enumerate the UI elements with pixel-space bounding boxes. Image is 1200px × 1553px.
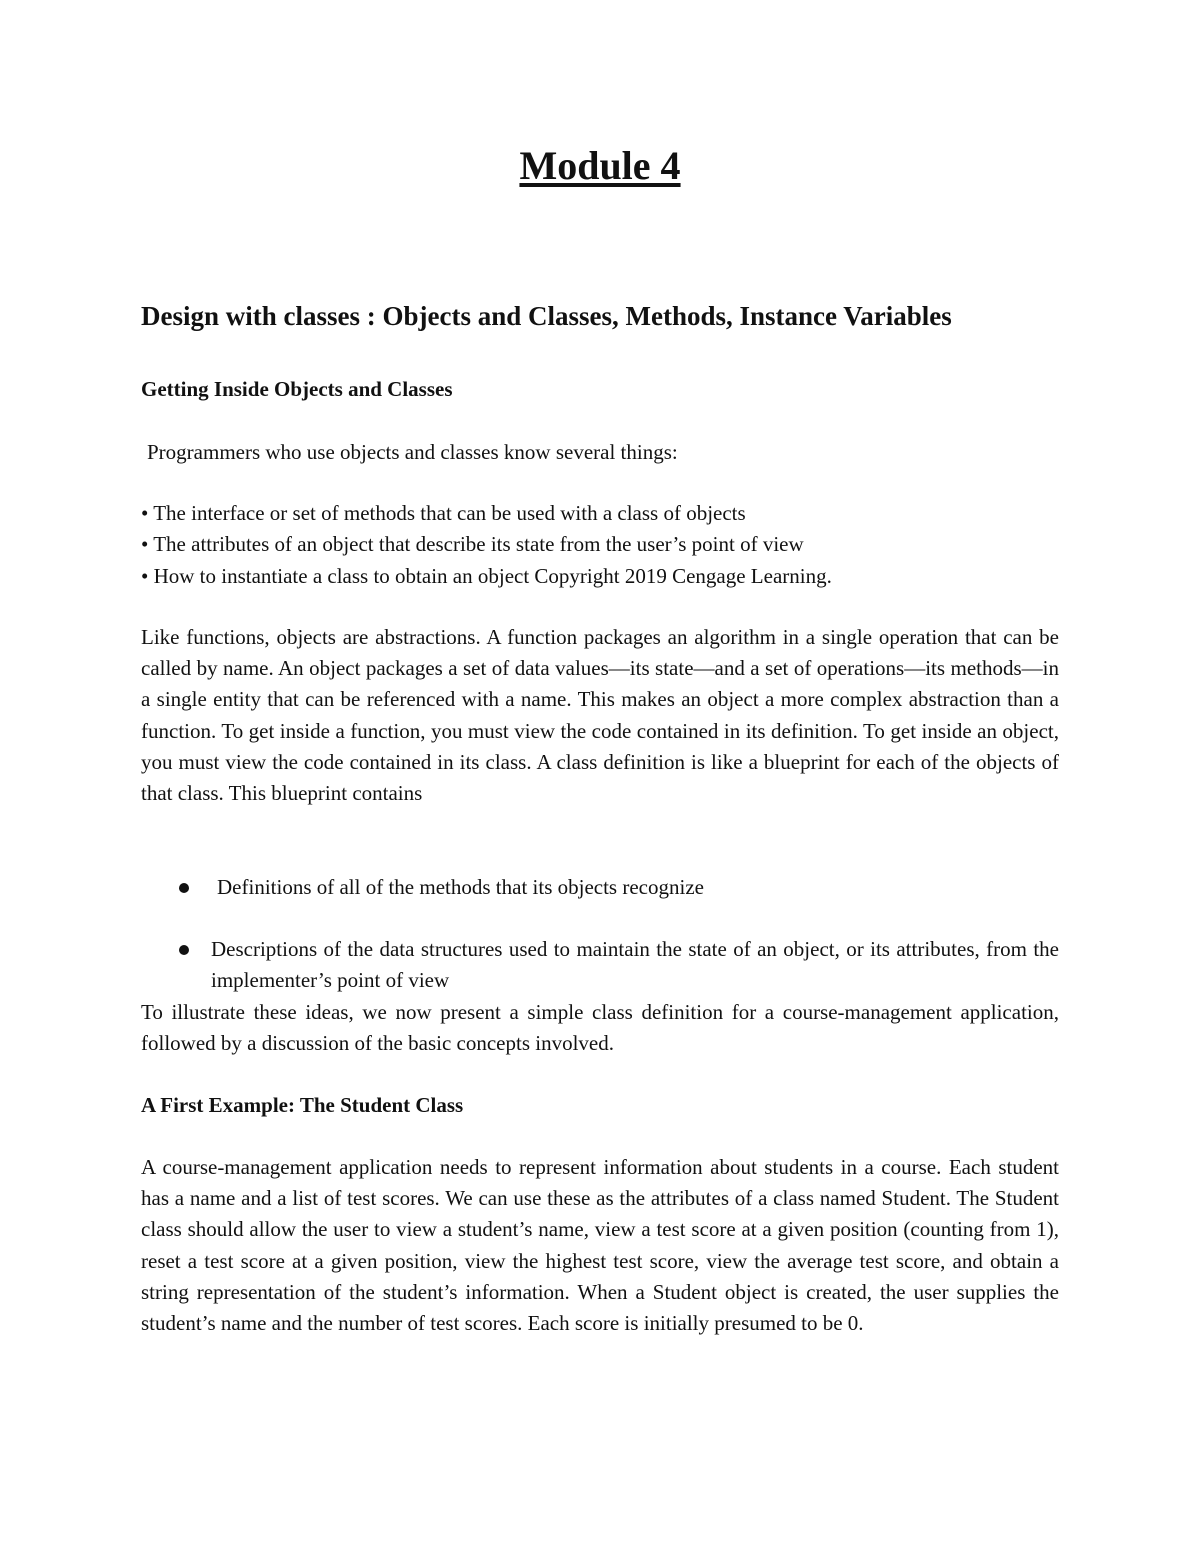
abstraction-paragraph: Like functions, objects are abstractions. A function packages an algorithm in a single operation that can be called by name. An object packages a set of data values—its state—and a set of operations—its methods—in a single entity that can be referenced with a name. This makes an object a more complex abstraction than a function. To get inside a function, you must view the code contained in its definition. To get inside an object, you must view the code contained in its class. A class definition is like a blueprint for each of the objects of that class. This blueprint contains	[141, 625, 1059, 806]
section-heading-student-class: A First Example: The Student Class	[141, 1093, 464, 1117]
closing-paragraph: To illustrate these ideas, we now present a simple class definition for a course-management application, followed by a discussion of the basic concepts involved.	[141, 1000, 1059, 1056]
main-heading: Design with classes : Objects and Classes, Methods, Instance Variables	[141, 301, 952, 331]
student-class-paragraph: A course-management application needs to represent information about students in a course. Each student has a name and a list of test scores. We can use these as the attributes of a class named Student. The Student class should allow the user to view a student’s name, view a test score at a given position (counting from 1), reset a test score at a given position, view the highest test score, view the average test score, and obtain a string representation of the student’s information. When a Student object is created, the user supplies the student’s name and the number of test scores. Each score is initially presumed to be 0.	[141, 1155, 1059, 1336]
list-item: • The interface or set of methods that can be used with a class of objects	[141, 501, 746, 525]
bullet-icon	[179, 883, 189, 893]
bullet-item	[141, 934, 1059, 996]
bullet-text: Definitions of all of the methods that its objects recognize	[217, 875, 704, 899]
list-item: • The attributes of an object that describe its state from the user’s point of view	[141, 532, 804, 556]
section-heading-objects-classes: Getting Inside Objects and Classes	[141, 377, 453, 401]
intro-text: Programmers who use objects and classes know several things:	[147, 440, 678, 464]
bullet-item	[141, 872, 1059, 903]
bullet-icon	[179, 945, 189, 955]
page-title: Module 4	[519, 143, 681, 188]
bullet-text: Descriptions of the data structures used to maintain the state of an object, or its attributes, from the implementer’s point of view	[211, 937, 1059, 992]
list-item: • How to instantiate a class to obtain an object Copyright 2019 Cengage Learning.	[141, 564, 832, 588]
